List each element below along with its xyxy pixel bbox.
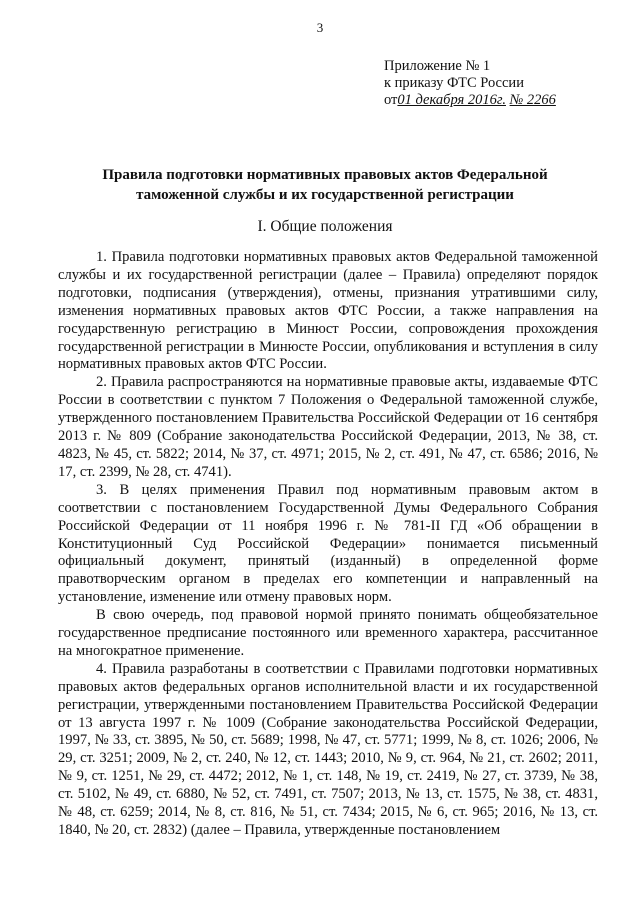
paragraph-3: 3. В целях применения Правил под нормативным правовым актом в соответствии с постановлением Государственной Думы Федерального Собрания Российской Федерации от 11 ноября 1996 г. № 781-II ГД «Об обращении в Конституционный Суд Российской Федерации» понимается письменный официальный документ, принятый (изданный) в определенной форме правотворческим органом в пределах его компетенции и направленный на установление, изменение или отмену правовых норм.	[58, 481, 598, 606]
annex-order-ref: к приказу ФТС России	[384, 75, 524, 91]
document-body	[58, 249, 598, 840]
document-title-line-2: таможенной службы и их государственной регистрации	[136, 187, 514, 203]
section-heading: I. Общие положения	[257, 218, 393, 235]
annex-title: Приложение № 1	[384, 58, 491, 74]
annex-date-line	[384, 92, 556, 109]
document-title	[60, 165, 590, 205]
annex-date-prefix: от	[384, 92, 398, 108]
paragraph-1: 1. Правила подготовки нормативных правовых актов Федеральной таможенной службы и их государственной регистрации (далее – Правила) определяют порядок подготовки, подписания (утверждения), отмены, признания утратившими силу, изменения нормативных правовых актов ФТС России, а также направления на государственную регистрацию в Минюст России, сопровождения прохождения государственной регистрации в Минюсте России, опубликования и вступления в силу нормативных правовых актов ФТС России.	[58, 249, 598, 373]
document-title-line-1: Правила подготовки нормативных правовых актов Федеральной	[102, 167, 548, 183]
annex-number: № 2266	[509, 92, 556, 108]
paragraph-3-continuation: В свою очередь, под правовой нормой принято понимать общеобязательное государственное предписание постоянного или временного характера, рассчитанное на многократное применение.	[58, 607, 598, 659]
annex-date: 01 декабря 2016г.	[397, 92, 506, 108]
paragraph-2: 2. Правила распространяются на нормативные правовые акты, издаваемые ФТС России в соответствии с пунктом 7 Положения о Федеральной таможенной службе, утвержденного постановлением Правительства Российской Федерации от 16 сентября 2013 г. № 809 (Собрание законодательства Российской Федерации, 2013, № 38, ст. 4823, № 45, ст. 5822; 2014, № 37, ст. 4971; 2015, № 2, ст. 491, № 47, ст. 6586; 2016, № 17, ст. 2399, № 28, ст. 4741).	[58, 374, 598, 480]
paragraph-4: 4. Правила разработаны в соответствии с Правилами подготовки нормативных правовых актов федеральных органов исполнительной власти и их государственной регистрации, утвержденными постановлением Правительства Российской Федерации от 13 августа 1997 г. № 1009 (Собрание законодательства Российской Федерации, 1997, № 33, ст. 3895, № 50, ст. 5689; 1998, № 47, ст. 5771; 1999, № 8, ст. 1026; 2006, № 29, ст. 3251; 2009, № 2, ст. 240, № 12, ст. 1443; 2010, № 9, ст. 964, № 21, ст. 2602; 2011, № 9, ст. 1251, № 29, ст. 4472; 2012, № 1, ст. 148, № 19, ст. 2419, № 27, ст. 3739, № 38, ст. 5102, № 49, ст. 6880, № 52, ст. 7491, ст. 7507; 2013, № 13, ст. 1575, № 38, ст. 4831, № 48, ст. 6259; 2014, № 8, ст. 816, № 51, ст. 7434; 2015, № 6, ст. 965; 2016, № 13, ст. 1840, № 20, ст. 2832) (далее – Правила, утвержденные постановлением	[58, 660, 598, 838]
page-number: 3	[316, 20, 324, 35]
annex-block	[384, 58, 556, 109]
